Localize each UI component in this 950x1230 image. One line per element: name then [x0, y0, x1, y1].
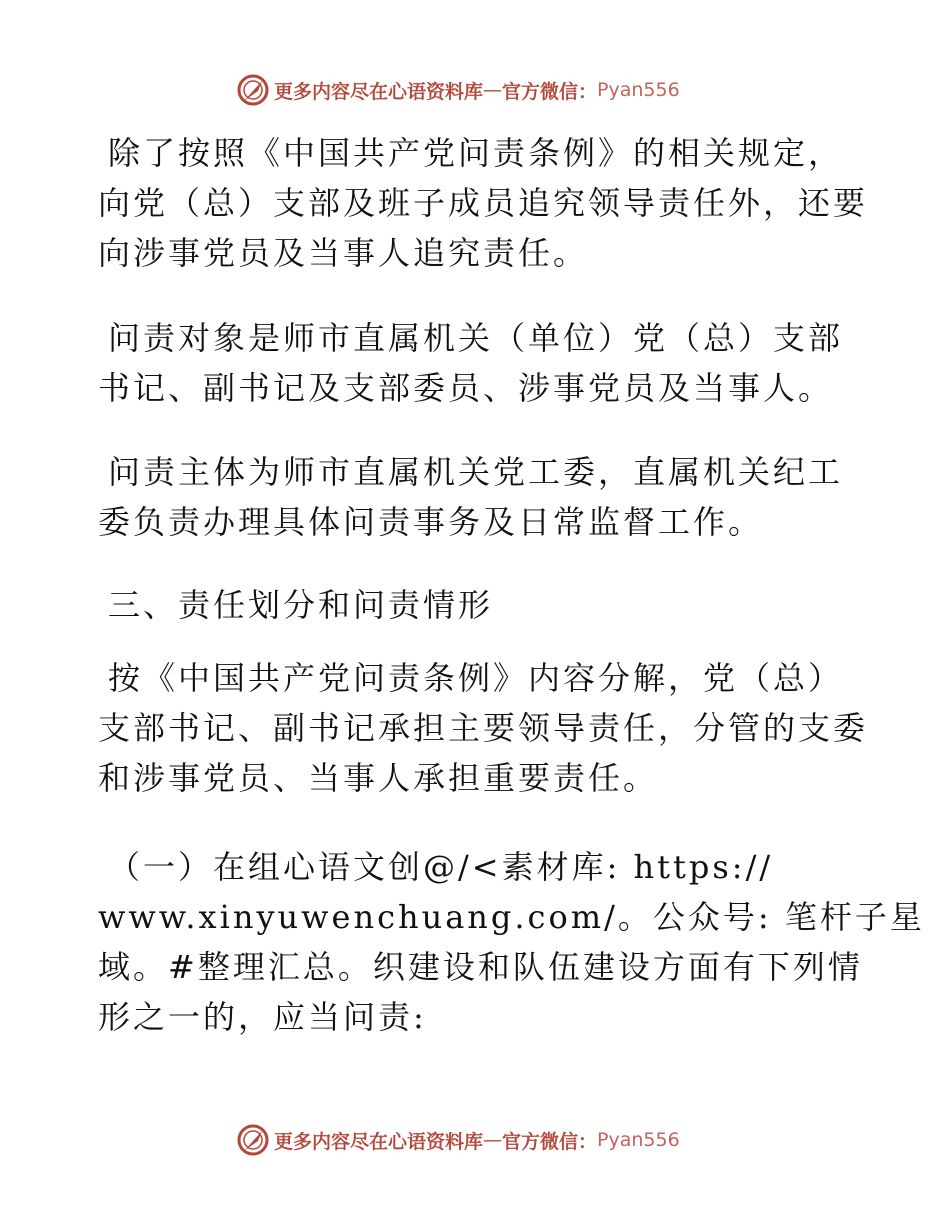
watermark-site-text: 更多内容尽在心语资料库 — [274, 1130, 484, 1153]
watermark-official-label: 官方微信： — [502, 80, 598, 103]
watermark-separator: — — [483, 79, 503, 101]
section-heading — [98, 580, 493, 630]
text-line: 问责主体为师市直属机关党工委，直属机关纪工 — [108, 453, 844, 491]
watermark-site-text: 更多内容尽在心语资料库 — [274, 80, 484, 103]
text-line: 问责对象是师市直属机关（单位）党（总）支部 — [108, 319, 844, 357]
paragraph-accountability-scope — [98, 128, 868, 278]
watermark-official-label: 官方微信： — [502, 1130, 598, 1153]
text-line: 委负责办理具体问责事务及日常监督工作。 — [98, 503, 764, 541]
text-line: 书记、副书记及支部委员、涉事党员及当事人。 — [98, 369, 834, 407]
watermark-wechat-id: Pyan556 — [597, 79, 680, 101]
watermark-separator: — — [483, 1129, 503, 1151]
text-line: 按《中国共产党问责条例》内容分解，党（总） — [108, 659, 844, 697]
text-line: 向涉事党员及当事人追究责任。 — [98, 234, 589, 272]
watermark-banner-top — [236, 72, 756, 108]
paragraph-responsibility-division — [98, 653, 868, 803]
text-line: （一）在组心语文创@/<素材库: https:// — [108, 848, 774, 886]
text-line: 域。#整理汇总。织建设和队伍建设方面有下列情 — [98, 948, 863, 986]
quill-logo-icon — [236, 73, 270, 107]
text-line: 支部书记、副书记承担主要领导责任，分管的支委 — [98, 709, 869, 747]
text-line: 向党（总）支部及班子成员追究领导责任外，还要 — [98, 184, 869, 222]
watermark-banner-bottom — [236, 1122, 756, 1158]
text-line: 形之一的，应当问责: — [98, 998, 427, 1036]
heading-text: 三、责任划分和问责情形 — [108, 586, 494, 624]
paragraph-accountability-targets — [98, 313, 843, 413]
paragraph-item-one — [98, 842, 925, 1042]
text-line: www.xinyuwenchuang.com/。公众号: 笔杆子星 — [98, 898, 925, 936]
text-line: 和涉事党员、当事人承担重要责任。 — [98, 759, 659, 797]
paragraph-accountability-subject — [98, 447, 843, 547]
watermark-wechat-id: Pyan556 — [597, 1129, 680, 1151]
text-line: 除了按照《中国共产党问责条例》的相关规定， — [108, 134, 844, 172]
quill-logo-icon — [236, 1123, 270, 1157]
